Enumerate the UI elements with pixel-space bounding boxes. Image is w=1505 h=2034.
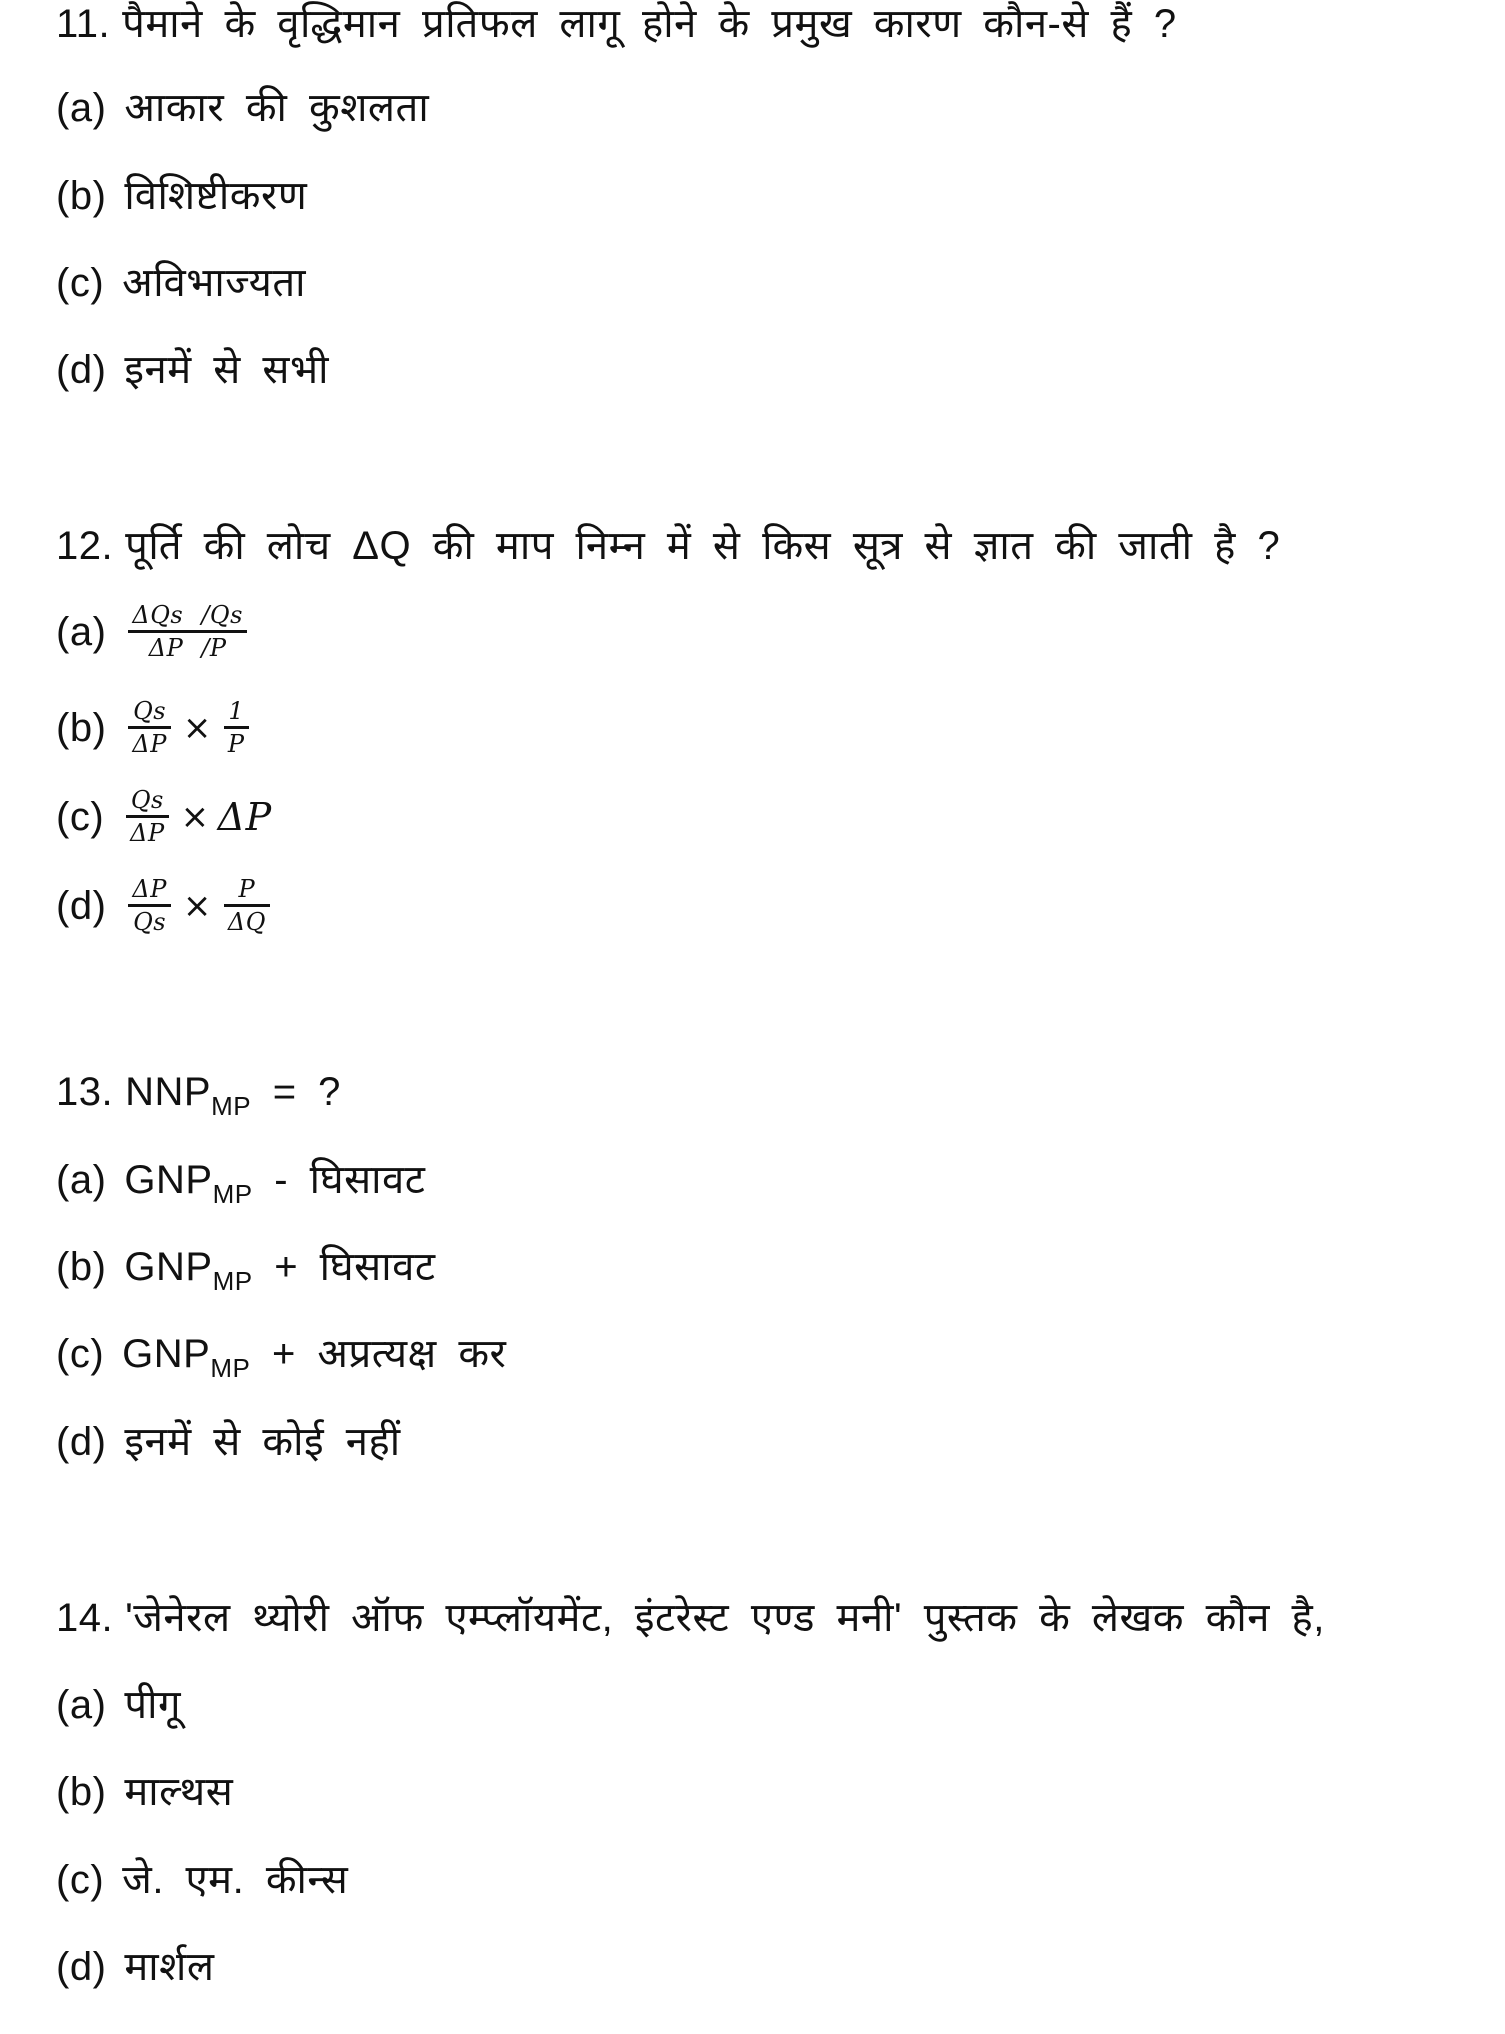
- option-text: माल्थस: [124, 1770, 234, 1814]
- option-14-a[interactable]: [56, 1681, 181, 1729]
- denominator: P: [227, 730, 245, 758]
- question-number: 13.: [56, 1070, 114, 1114]
- option-label: (b): [56, 1770, 107, 1814]
- option-label: (a): [56, 1158, 107, 1202]
- fraction: [224, 696, 249, 759]
- denominator: Qs: [133, 908, 167, 936]
- question-text: 'जेनेरल थ्योरी ऑफ एम्प्लॉयमेंट, इंटरेस्ट एण्ड मनी' पुस्तक के लेखक कौन है,: [125, 1596, 1325, 1640]
- option-text: आकार की कुशलता: [124, 86, 430, 130]
- denominator: ΔP /P: [148, 634, 227, 662]
- option-label: (d): [56, 1420, 107, 1464]
- formula: [124, 874, 274, 937]
- option-text: पीगू: [124, 1683, 181, 1727]
- denominator: ΔP: [132, 730, 167, 758]
- question-14: [56, 1594, 1325, 1642]
- option-label: (d): [56, 348, 107, 392]
- subscript: MP: [210, 1353, 251, 1383]
- option-11-d[interactable]: [56, 346, 329, 394]
- option-label: (c): [56, 261, 105, 305]
- option-label: (a): [56, 86, 107, 130]
- option-base: GNP: [122, 1332, 211, 1376]
- option-label: (b): [56, 705, 107, 750]
- question-number: 12.: [56, 524, 114, 568]
- option-label: (d): [56, 1945, 107, 1989]
- option-text: + घिसावट: [274, 1245, 436, 1289]
- option-label: (c): [56, 1332, 105, 1376]
- multiply-sign: ×: [180, 796, 210, 837]
- question-text: पैमाने के वृद्धिमान प्रतिफल लागू होने के प्रमुख कारण कौन-से हैं ?: [122, 2, 1177, 46]
- question-number: 11.: [56, 2, 111, 46]
- numerator: 1: [228, 697, 245, 725]
- question-base: NNP: [125, 1070, 212, 1114]
- option-12-c[interactable]: [56, 785, 272, 855]
- option-label: (b): [56, 174, 107, 218]
- option-11-b[interactable]: [56, 172, 307, 220]
- numerator: ΔP: [132, 875, 167, 903]
- question-12: [56, 522, 1280, 570]
- formula: [124, 696, 252, 759]
- option-13-a[interactable]: [56, 1156, 425, 1218]
- option-13-d[interactable]: [56, 1418, 401, 1466]
- option-base: GNP: [124, 1245, 213, 1289]
- option-12-b[interactable]: [56, 696, 253, 766]
- fraction: [128, 874, 170, 937]
- formula-term: ΔP: [217, 794, 272, 839]
- option-label: (c): [56, 794, 105, 839]
- denominator: ΔQ: [227, 908, 266, 936]
- fraction: [224, 874, 270, 937]
- numerator: Qs: [133, 697, 167, 725]
- fraction: [128, 696, 170, 759]
- option-label: (a): [56, 1683, 107, 1727]
- question-text: = ?: [272, 1070, 341, 1114]
- option-14-d[interactable]: [56, 1943, 215, 1991]
- numerator: Qs: [130, 786, 164, 814]
- numerator: ΔQs /Qs: [132, 601, 243, 629]
- numerator: P: [238, 875, 256, 903]
- question-number: 14.: [56, 1596, 114, 1640]
- option-11-c[interactable]: [56, 259, 306, 307]
- fraction: [126, 785, 168, 848]
- formula: [122, 785, 272, 848]
- option-13-c[interactable]: [56, 1330, 506, 1392]
- subscript: MP: [212, 1179, 253, 1209]
- option-label: (b): [56, 1245, 107, 1289]
- option-label: (c): [56, 1858, 105, 1902]
- formula: [124, 600, 251, 663]
- multiply-sign: ×: [182, 885, 212, 926]
- option-text: विशिष्टीकरण: [124, 174, 308, 218]
- option-text: मार्शल: [124, 1945, 215, 1989]
- option-text: + अप्रत्यक्ष कर: [271, 1332, 507, 1376]
- option-14-b[interactable]: [56, 1768, 233, 1816]
- option-label: (a): [56, 609, 107, 654]
- option-12-d[interactable]: [56, 874, 274, 944]
- question-11: [56, 0, 1177, 48]
- option-11-a[interactable]: [56, 84, 429, 132]
- option-text: जे. एम. कीन्स: [122, 1858, 349, 1902]
- option-13-b[interactable]: [56, 1243, 435, 1305]
- option-12-a[interactable]: [56, 600, 251, 670]
- denominator: ΔP: [130, 819, 165, 847]
- question-13: [56, 1068, 341, 1130]
- option-text: इनमें से कोई नहीं: [124, 1420, 401, 1464]
- option-14-c[interactable]: [56, 1856, 348, 1904]
- multiply-sign: ×: [182, 707, 212, 748]
- subscript: MP: [212, 1266, 253, 1296]
- option-text: - घिसावट: [274, 1158, 426, 1202]
- fraction: [128, 600, 247, 663]
- option-text: इनमें से सभी: [124, 348, 329, 392]
- subscript: MP: [211, 1091, 252, 1121]
- option-label: (d): [56, 883, 107, 928]
- option-text: अविभाज्यता: [122, 261, 307, 305]
- question-text: पूर्ति की लोच ΔQ की माप निम्न में से किस सूत्र से ज्ञात की जाती है ?: [125, 524, 1281, 568]
- option-base: GNP: [124, 1158, 213, 1202]
